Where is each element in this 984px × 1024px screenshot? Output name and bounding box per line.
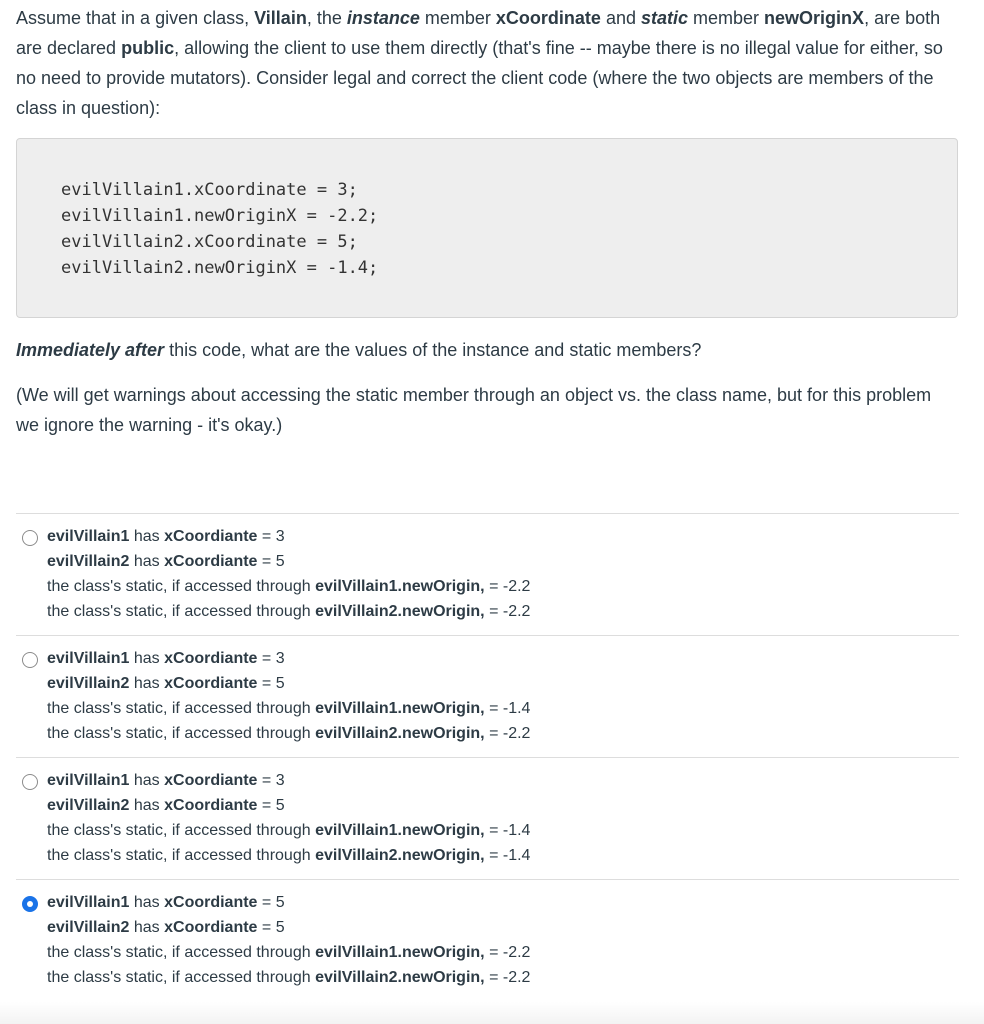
answer-label-1[interactable] xyxy=(47,524,530,624)
value-text: = -1.4 xyxy=(484,822,531,839)
code-line: evilVillain1.xCoordinate = 3; xyxy=(61,180,358,200)
value-text: = -2.2 xyxy=(484,603,531,620)
public-keyword: public xyxy=(121,38,175,58)
answer-line xyxy=(47,524,530,549)
question-note: (We will get warnings about accessing the static member through an object vs. the class name, but for this problem we ignore the warning - it's okay.) xyxy=(16,385,932,435)
value-text: = 5 xyxy=(257,919,285,936)
static-prefix: the class's static, if accessed through xyxy=(47,700,316,717)
value-text: = -2.2 xyxy=(484,725,531,742)
answer-line xyxy=(47,574,530,599)
has-text: has xyxy=(129,650,165,667)
answer-line xyxy=(47,549,530,574)
answer-line xyxy=(47,793,530,818)
value-text: = 5 xyxy=(257,797,285,814)
answer-option-3[interactable] xyxy=(16,757,959,879)
answer-line xyxy=(47,646,530,671)
value-text: = 3 xyxy=(257,772,285,789)
page-bottom-shade xyxy=(0,1002,984,1024)
code-lines xyxy=(61,177,378,281)
code-line: evilVillain2.newOriginX = -1.4; xyxy=(61,258,379,278)
code-line: evilVillain1.newOriginX = -2.2; xyxy=(61,206,379,226)
intro-text-5: member xyxy=(688,8,765,28)
object-name: evilVillain2 xyxy=(47,553,130,570)
code-line: evilVillain2.xCoordinate = 5; xyxy=(61,232,358,252)
radio-button-3[interactable] xyxy=(22,774,38,790)
value-text: = -2.2 xyxy=(484,578,531,595)
value-text: = -2.2 xyxy=(484,944,531,961)
intro-text-2: , the xyxy=(306,8,347,28)
object-name: evilVillain1 xyxy=(47,894,130,911)
member-name: xCoordiante xyxy=(164,553,258,570)
value-text: = 5 xyxy=(257,675,285,692)
value-text: = -2.2 xyxy=(484,969,531,986)
has-text: has xyxy=(129,772,165,789)
value-text: = 3 xyxy=(257,528,285,545)
answer-line xyxy=(47,696,530,721)
has-text: has xyxy=(129,919,165,936)
radio-button-1[interactable] xyxy=(22,530,38,546)
object-name: evilVillain1 xyxy=(47,528,130,545)
access-path: evilVillain1.newOrigin, xyxy=(315,822,485,839)
has-text: has xyxy=(129,528,165,545)
answer-line xyxy=(47,671,530,696)
answer-option-2[interactable] xyxy=(16,635,959,757)
code-block xyxy=(16,138,958,318)
static-prefix: the class's static, if accessed through xyxy=(47,603,316,620)
intro-text-1: Assume that in a given class, xyxy=(16,8,255,28)
has-text: has xyxy=(129,675,165,692)
static-prefix: the class's static, if accessed through xyxy=(47,822,316,839)
member-name: xCoordiante xyxy=(164,919,258,936)
member-name: xCoordiante xyxy=(164,528,258,545)
member-name: xCoordiante xyxy=(164,772,258,789)
static-prefix: the class's static, if accessed through xyxy=(47,969,316,986)
value-text: = 5 xyxy=(257,894,285,911)
immediately-after-emphasis: Immediately after xyxy=(16,340,165,360)
access-path: evilVillain2.newOrigin, xyxy=(315,603,485,620)
static-prefix: the class's static, if accessed through xyxy=(47,944,316,961)
static-prefix: the class's static, if accessed through xyxy=(47,725,316,742)
static-prefix: the class's static, if accessed through xyxy=(47,578,316,595)
static-member-name: newOriginX xyxy=(764,8,865,28)
answer-line xyxy=(47,599,530,624)
access-path: evilVillain2.newOrigin, xyxy=(315,969,485,986)
value-text: = -1.4 xyxy=(484,700,531,717)
question-intro xyxy=(16,3,960,123)
object-name: evilVillain1 xyxy=(47,650,130,667)
access-path: evilVillain1.newOrigin, xyxy=(315,944,485,961)
answer-line xyxy=(47,965,530,990)
answer-line xyxy=(47,721,530,746)
has-text: has xyxy=(129,797,165,814)
object-name: evilVillain2 xyxy=(47,675,130,692)
answer-line xyxy=(47,940,530,965)
answer-line xyxy=(47,890,530,915)
static-keyword: static xyxy=(640,8,689,28)
intro-text-6: , are both are declared xyxy=(16,8,941,58)
object-name: evilVillain2 xyxy=(47,919,130,936)
has-text: has xyxy=(129,553,165,570)
access-path: evilVillain2.newOrigin, xyxy=(315,725,485,742)
object-name: evilVillain1 xyxy=(47,772,130,789)
answer-option-1[interactable] xyxy=(16,513,959,635)
member-name: xCoordiante xyxy=(164,797,258,814)
access-path: evilVillain1.newOrigin, xyxy=(315,578,485,595)
value-text: = 3 xyxy=(257,650,285,667)
intro-text-7: , allowing the client to use them directly (that's fine -- maybe there is no illegal value for either, so no need to provide mutators). Consider legal and correct the client code (where the two objects are members of the class in question): xyxy=(16,38,943,118)
radio-button-2[interactable] xyxy=(22,652,38,668)
instance-keyword: instance xyxy=(346,8,420,28)
radio-button-4-selected[interactable] xyxy=(22,896,38,912)
member-name: xCoordiante xyxy=(164,894,258,911)
intro-text-4: and xyxy=(600,8,641,28)
access-path: evilVillain2.newOrigin, xyxy=(315,847,485,864)
answer-line xyxy=(47,768,530,793)
access-path: evilVillain1.newOrigin, xyxy=(315,700,485,717)
answer-label-3[interactable] xyxy=(47,768,530,868)
class-name: Villain xyxy=(254,8,307,28)
answer-line xyxy=(47,915,530,940)
static-prefix: the class's static, if accessed through xyxy=(47,847,316,864)
value-text: = -1.4 xyxy=(484,847,531,864)
object-name: evilVillain2 xyxy=(47,797,130,814)
has-text: has xyxy=(129,894,165,911)
answer-label-2[interactable] xyxy=(47,646,530,746)
prompt-text: this code, what are the values of the instance and static members? xyxy=(164,340,702,360)
answer-list xyxy=(16,513,959,1001)
value-text: = 5 xyxy=(257,553,285,570)
answer-option-4[interactable] xyxy=(16,879,959,1001)
instance-member-name: xCoordinate xyxy=(495,8,601,28)
answer-label-4[interactable] xyxy=(47,890,530,990)
intro-text-3: member xyxy=(419,8,496,28)
member-name: xCoordiante xyxy=(164,675,258,692)
question-prompt xyxy=(16,335,960,365)
member-name: xCoordiante xyxy=(164,650,258,667)
answer-line xyxy=(47,818,530,843)
answer-line xyxy=(47,843,530,868)
